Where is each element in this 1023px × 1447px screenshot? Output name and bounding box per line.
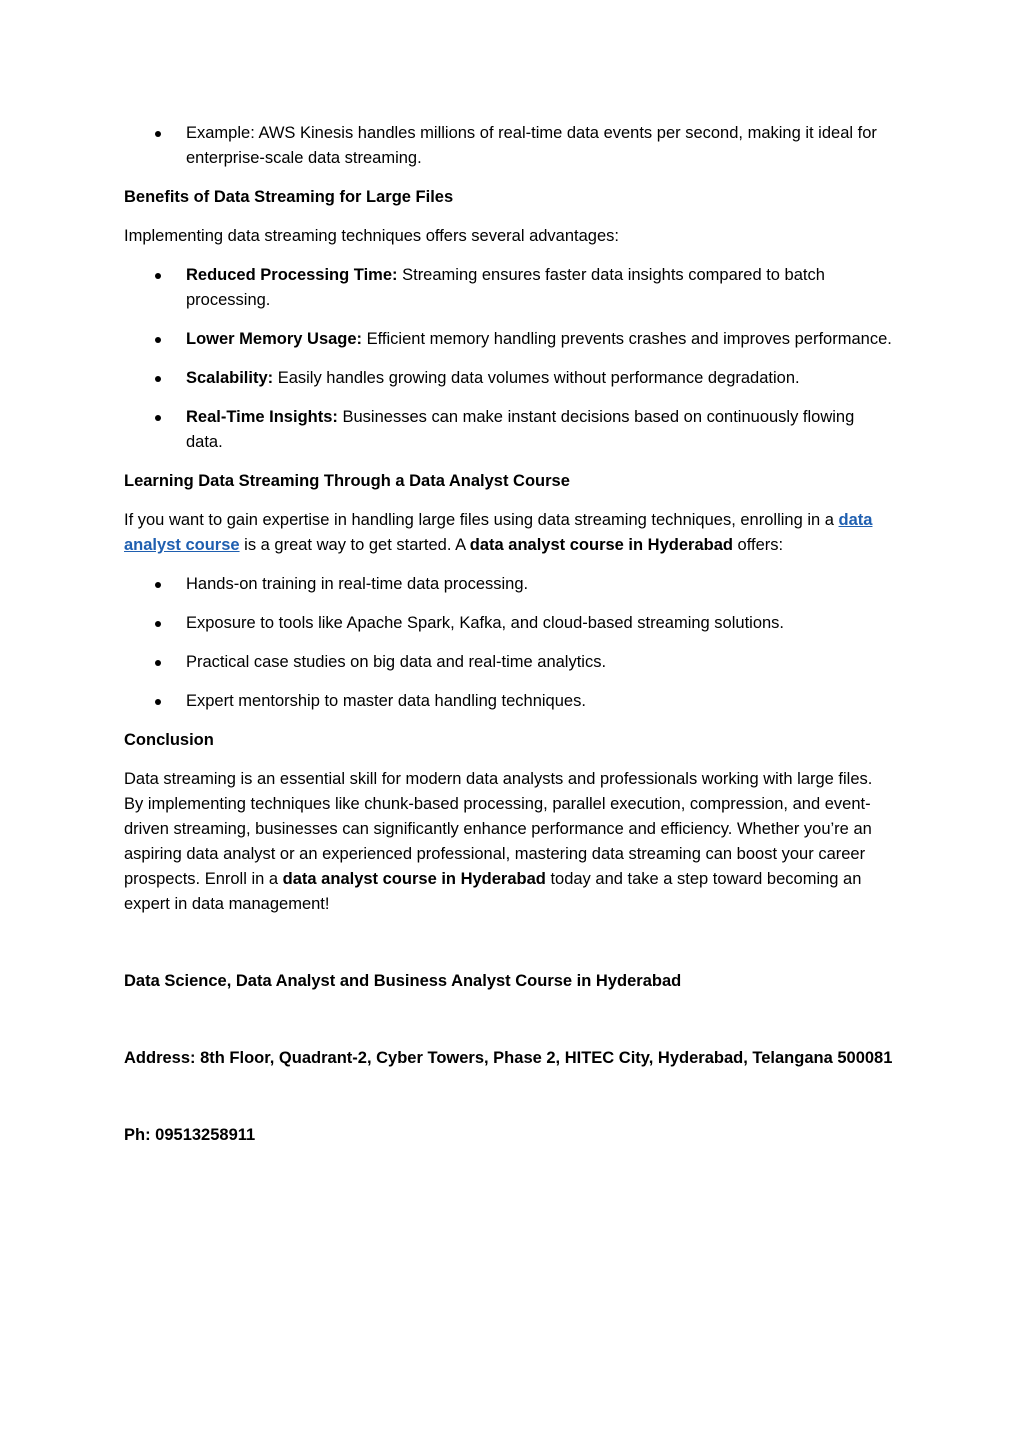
conclusion-paragraph <box>124 767 894 917</box>
document-page <box>124 121 894 1148</box>
list-item-label: Scalability: <box>186 369 274 387</box>
data-analyst-course-link[interactable]: data analyst course <box>124 511 873 554</box>
list-item <box>124 366 894 391</box>
list-item-text: Businesses can make instant decisions based on continuously flowing data. <box>186 408 855 451</box>
list-item <box>124 611 894 636</box>
list-item-text: Easily handles growing data volumes without performance degradation. <box>273 369 800 387</box>
paragraph-bold-text: data analyst course in Hyderabad <box>469 536 733 554</box>
paragraph-text: Data streaming is an essential skill for modern data analysts and professionals working with large files. By implementing techniques like chunk-based processing, parallel execution, compression, and event-driven streaming, businesses can significantly enhance performance and efficiency. Whether you’re an aspiring data analyst or an experienced professional, mastering data streaming can boost your career prospects. Enroll in a <box>124 770 873 888</box>
list-item <box>124 689 894 714</box>
paragraph-text: offers: <box>732 536 784 554</box>
paragraph-text: If you want to gain expertise in handling large files using data streaming techniques, enrolling in a <box>124 511 839 529</box>
list-item-text: Exposure to tools like Apache Spark, Kafka, and cloud-based streaming solutions. <box>186 614 785 632</box>
list-item-text: Streaming ensures faster data insights compared to batch processing. <box>186 266 825 309</box>
bullet-icon <box>155 273 161 279</box>
list-item-label: Reduced Processing Time: <box>186 266 398 284</box>
list-item-label: Real-Time Insights: <box>186 408 338 426</box>
list-item-text: Efficient memory handling prevents crashes and improves performance. <box>362 330 892 348</box>
footer-company: Data Science, Data Analyst and Business Analyst Course in Hyderabad <box>124 972 682 990</box>
paragraph-text: today and take a step toward becoming an expert in data management! <box>124 870 862 913</box>
bullet-icon <box>155 660 161 666</box>
bullet-icon <box>155 376 161 382</box>
benefits-list <box>124 263 894 455</box>
footer-address: Address: 8th Floor, Quadrant-2, Cyber Towers, Phase 2, HITEC City, Hyderabad, Telangana 500081 <box>124 1049 893 1067</box>
paragraph-text: is a great way to get started. A <box>239 536 470 554</box>
benefits-heading: Benefits of Data Streaming for Large Files <box>124 188 454 206</box>
bullet-icon <box>155 582 161 588</box>
bullet-icon <box>155 699 161 705</box>
list-item <box>124 263 894 313</box>
bullet-icon <box>155 131 161 137</box>
list-item <box>124 405 894 455</box>
list-item-label: Lower Memory Usage: <box>186 330 363 348</box>
list-item <box>124 121 894 171</box>
bullet-icon <box>155 337 161 343</box>
list-item-text: Hands-on training in real-time data processing. <box>186 575 529 593</box>
learning-list <box>124 572 894 714</box>
learning-heading: Learning Data Streaming Through a Data Analyst Course <box>124 472 570 490</box>
list-item-text: Example: AWS Kinesis handles millions of real-time data events per second, making it ideal for enterprise-scale data streaming. <box>186 124 877 167</box>
list-item <box>124 327 894 352</box>
paragraph-bold-text: data analyst course in Hyderabad <box>282 870 546 888</box>
list-item <box>124 650 894 675</box>
conclusion-heading: Conclusion <box>124 731 214 749</box>
bullet-icon <box>155 415 161 421</box>
intro-bullet-list <box>124 121 894 171</box>
bullet-icon <box>155 621 161 627</box>
list-item <box>124 572 894 597</box>
footer-phone: Ph: 09513258911 <box>124 1126 256 1144</box>
learning-paragraph <box>124 508 894 558</box>
list-item-text: Practical case studies on big data and real-time analytics. <box>186 653 607 671</box>
benefits-intro: Implementing data streaming techniques offers several advantages: <box>124 227 619 245</box>
list-item-text: Expert mentorship to master data handling techniques. <box>186 692 586 710</box>
